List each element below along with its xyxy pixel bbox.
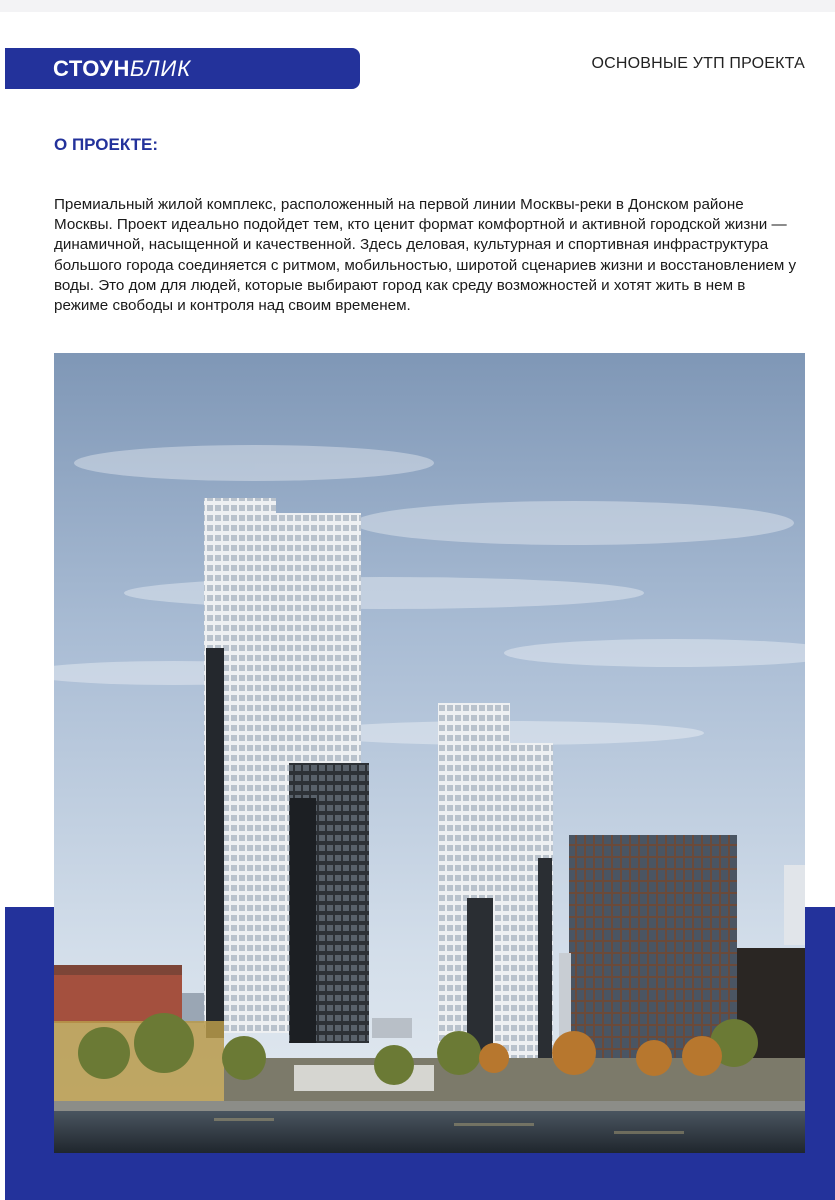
brand-logo (53, 56, 191, 82)
top-strip (0, 0, 835, 12)
section-title: О ПРОЕКТЕ: (54, 135, 159, 154)
logo-bar (5, 48, 360, 89)
logo-italic-part: БЛИК (129, 55, 192, 81)
logo-bold-part: СТОУН (53, 55, 130, 81)
project-rendering-image (54, 353, 805, 1153)
document-header-title: ОСНОВНЫЕ УТП ПРОЕКТА (591, 55, 805, 72)
project-description: Премиальный жилой комплекс, расположенный на первой линии Москвы-реки в Донском районе Москвы. Проект идеально подойдет тем, кто ценит формат комфортной и активной городской жизни — динамичной, насыщенной и качественной. Здесь деловая, культурная и спортивная инфраструктура большого города соединяется с ритмом, мобильностью, широтой сценариев жизни и восстановлением у воды. Это дом для людей, которые выбирают город как среду возможностей и хотят жить в нем в режиме свободы и контроля над своим временем. (54, 196, 797, 315)
